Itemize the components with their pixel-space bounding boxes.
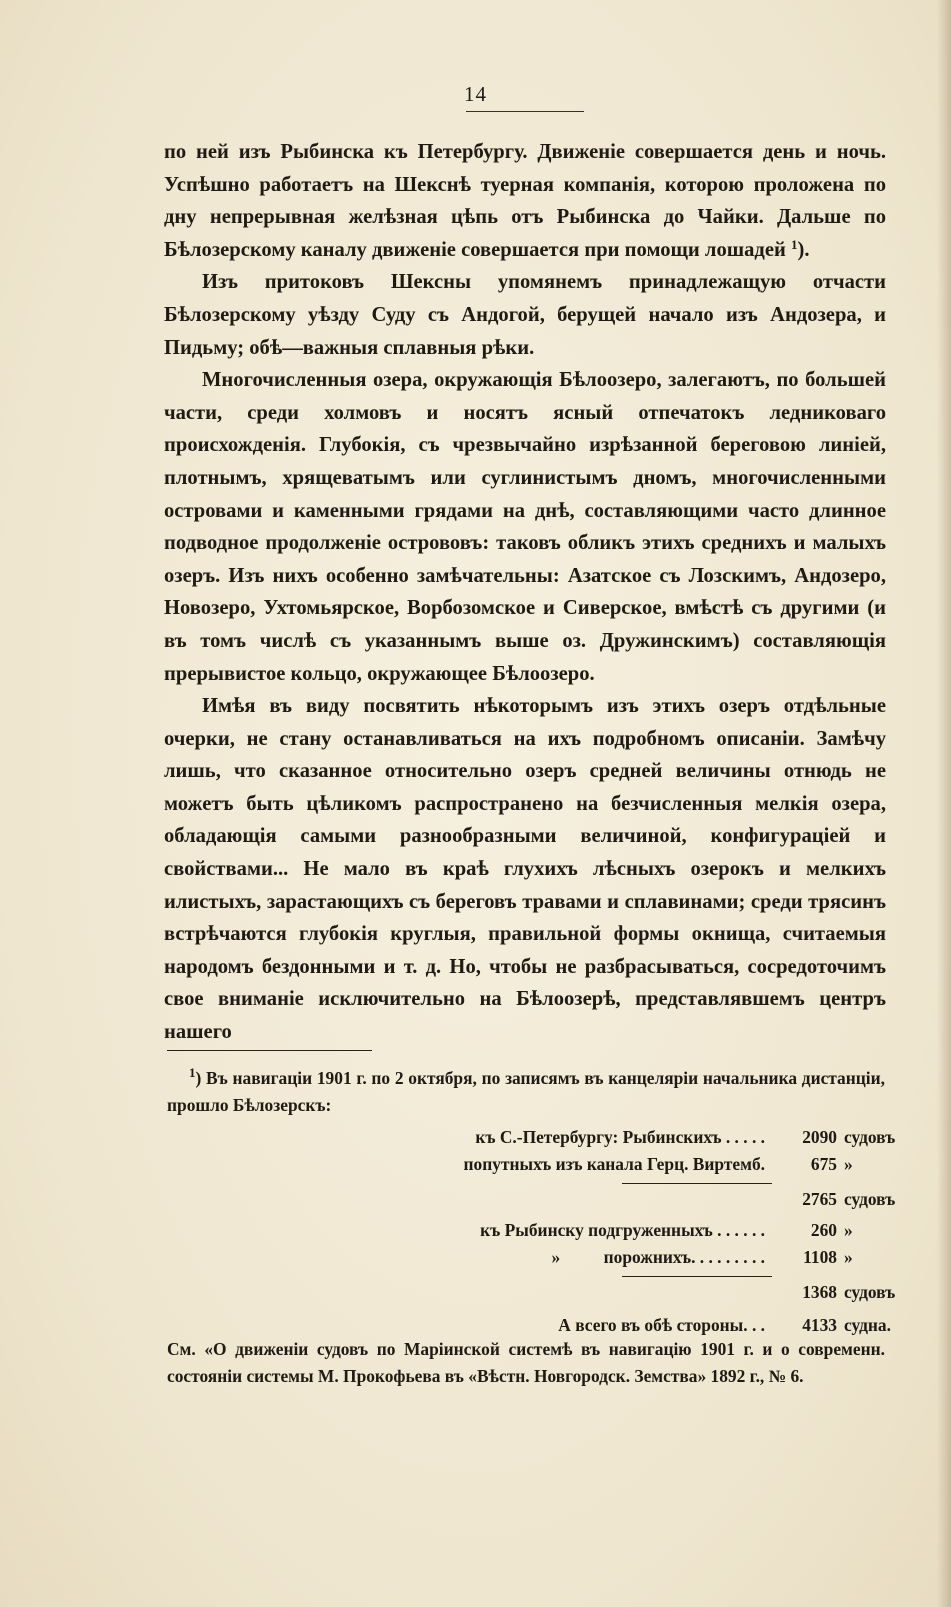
footnote-intro-text: ) Въ навигаціи 1901 г. по 2 октября, по записямъ въ канцеляріи начальника дистанціи, прошло Бѣлозерскъ: bbox=[167, 1068, 885, 1115]
paragraph-1-text: по ней изъ Рыбинска къ Петербургу. Движеніе совершается день и ночь. Успѣшно работаетъ на Шекснѣ туерная компанія, которою проложена по дну непрерывная желѣзная цѣпь отъ Рыбинска до Чайки. Дальше по Бѣлозерскому каналу движеніе совершается при помощи лошадей bbox=[164, 141, 886, 261]
header-rule bbox=[466, 111, 584, 112]
see-also-text: См. «О движеніи судовъ по Маріинской системѣ въ навигацію 1901 г. и о современн. состояніи системы М. Прокофьева въ «Вѣстн. Новгородск. Земства» 1892 г., № 6. bbox=[167, 1339, 885, 1386]
footnote-marker: 1 bbox=[189, 1065, 196, 1080]
sum-rule bbox=[622, 1276, 772, 1277]
table-row bbox=[167, 1247, 885, 1274]
page-number: 14 bbox=[464, 82, 487, 106]
paragraph-3: Многочисленныя озера, окружающія Бѣлоозеро, залегаютъ, по большей части, среди холмовъ и носятъ ясный отпечатокъ ледниковаго происхожденія. Глубокія, съ чрезвычайно изрѣзанной береговою линіей, плотнымъ, хрящеватымъ или суглинистымъ дномъ, многочисленными островами и каменными грядами на днѣ, составляющими часто длинное подводное продолженіе острововъ: таковъ обликъ этихъ среднихъ и малыхъ озеръ. Изъ нихъ особенно замѣчательны: Азатское съ Лозскимъ, Андозеро, Новозеро, Ухтомьярское, Ворбозомское и Сиверское, вмѣстѣ съ другими (и въ томъ числѣ съ указаннымъ выше оз. Дружинскимъ) составляющія прерывистое кольцо, окружающее Бѣлоозеро. bbox=[164, 369, 886, 685]
footnote-separator bbox=[167, 1050, 372, 1051]
row-unit: судовъ bbox=[844, 1127, 896, 1147]
row-label: къ Рыбинску подгруженныхъ . . . . . . bbox=[480, 1220, 765, 1240]
row-label: попутныхъ изъ канала Герц. Виртемб. bbox=[463, 1154, 765, 1174]
table-row bbox=[167, 1127, 896, 1154]
sum-rule bbox=[622, 1183, 772, 1184]
row-value: 2090 bbox=[802, 1127, 837, 1147]
table-row bbox=[167, 1220, 885, 1247]
paragraph-2: Изъ притоковъ Шексны упомянемъ принадлежащую отчасти Бѣлозерскому уѣзду Суду съ Андогой, берущей начало изъ Андозера, и Пидьму; обѣ—важныя сплавныя рѣки. bbox=[164, 271, 886, 359]
footnote-intro bbox=[167, 1065, 885, 1119]
row-value: 260 bbox=[810, 1220, 837, 1240]
row-unit: » bbox=[844, 1220, 853, 1240]
row-value: 675 bbox=[810, 1154, 837, 1174]
see-also-note bbox=[167, 1336, 885, 1390]
main-text bbox=[164, 136, 886, 1049]
row-label: А всего въ обѣ стороны. . . bbox=[558, 1315, 765, 1335]
row-label: къ С.-Петербургу: Рыбинскихъ . . . . . bbox=[475, 1127, 765, 1147]
row-value: 1108 bbox=[803, 1247, 837, 1267]
table-row bbox=[167, 1189, 896, 1216]
paragraph-1 bbox=[164, 136, 886, 266]
table-row bbox=[167, 1154, 885, 1181]
row-value: 2765 bbox=[802, 1189, 837, 1209]
row-value: 4133 bbox=[802, 1315, 837, 1335]
footnote bbox=[167, 1065, 885, 1119]
row-label: » порожнихъ. . . . . . . . . bbox=[551, 1247, 765, 1267]
row-unit: судна. bbox=[844, 1315, 891, 1335]
table-row bbox=[167, 1282, 896, 1309]
row-value: 1368 bbox=[802, 1282, 837, 1302]
footnote-reference[interactable]: 1 bbox=[791, 236, 798, 252]
row-unit: » bbox=[844, 1154, 853, 1174]
row-unit: судовъ bbox=[844, 1189, 896, 1209]
page-edge-shadow bbox=[937, 0, 951, 1607]
paragraph-1-tail: ). bbox=[797, 238, 810, 261]
row-unit: » bbox=[844, 1247, 853, 1267]
paragraph-4: Имѣя въ виду посвятить нѣкоторымъ изъ этихъ озеръ отдѣльные очерки, не стану останавливаться на ихъ подробномъ описаніи. Замѣчу лишь, что сказанное относительно озеръ средней величины отнюдь не можетъ быть цѣликомъ распространено на безчисленныя мелкія озера, обладающія самыми разнообразными величиной, конфигураціей и свойствами... Не мало въ краѣ глухихъ лѣсныхъ озерокъ и мелкихъ илистыхъ, зарастающихъ съ береговъ травами и сплавинами; среди трясинъ встрѣчаются глубокія круглыя, правильной формы окнища, считаемыя народомъ бездонными и т. д. Но, чтобы не разбрасываться, сосредоточимъ свое вниманіе исключительно на Бѣлоозерѣ, представлявшемъ центръ нашего bbox=[164, 695, 886, 1044]
row-unit: судовъ bbox=[844, 1282, 896, 1302]
